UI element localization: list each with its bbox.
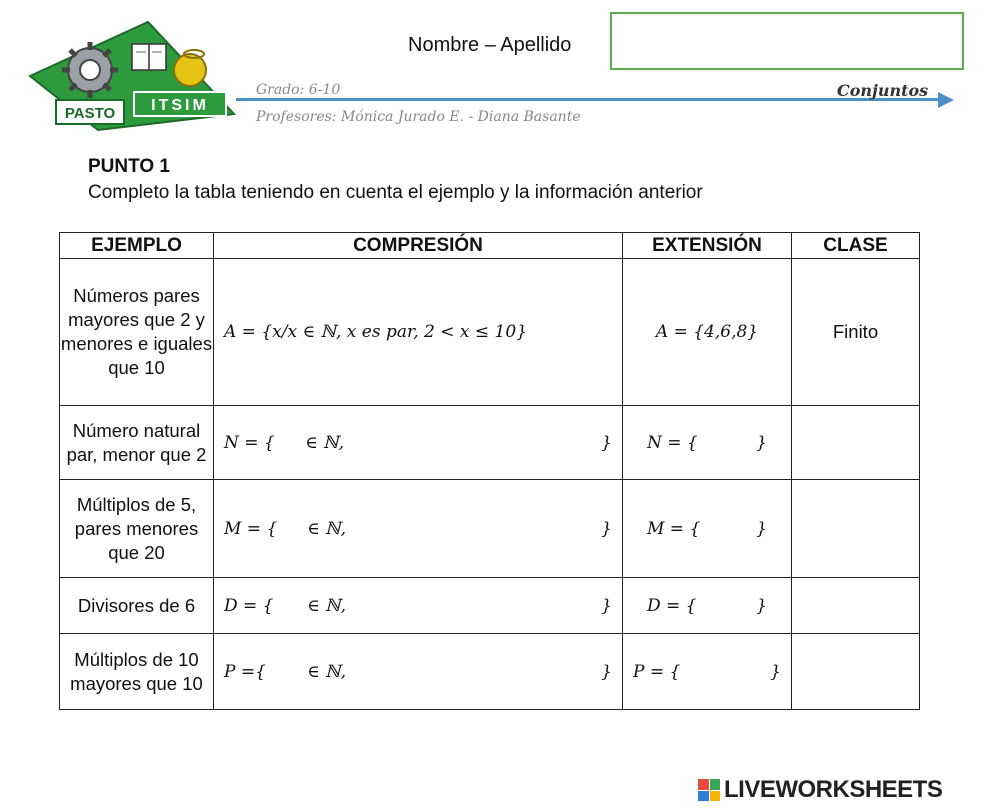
brand-name: LIVEWORKSHEETS (724, 776, 943, 803)
comp-belongs: ∈ ℕ, (307, 661, 346, 682)
cell-clase[interactable] (792, 480, 920, 578)
cell-compresion[interactable] (214, 406, 623, 480)
liveworksheets-brand[interactable] (698, 776, 942, 804)
comp-close: } (601, 661, 612, 682)
cell-clase[interactable] (792, 406, 920, 480)
cell-compresion[interactable] (214, 480, 623, 578)
ext-open: N = { (647, 432, 698, 453)
ext-open: M = { (647, 518, 701, 539)
table-row (60, 578, 920, 634)
comp-open: P ={ (224, 661, 266, 682)
grade-text: Grado: 6-10 (256, 82, 341, 98)
ext-expression: A = {4,6,8} (655, 322, 759, 342)
ext-close: } (756, 595, 767, 616)
ext-close: } (756, 518, 767, 539)
comp-open: N = { (224, 432, 275, 453)
cell-compresion (214, 259, 623, 406)
sets-table (59, 232, 920, 710)
cell-extension[interactable] (623, 406, 792, 480)
cell-clase[interactable] (792, 578, 920, 634)
header-ejemplo: EJEMPLO (60, 233, 214, 259)
cell-extension[interactable] (623, 634, 792, 710)
cell-compresion[interactable] (214, 578, 623, 634)
comp-close: } (601, 518, 612, 539)
arrow-right-icon (938, 92, 954, 108)
table-row (60, 634, 920, 710)
table-row (60, 406, 920, 480)
cell-clase[interactable] (792, 634, 920, 710)
header-compresion: COMPRESIÓN (214, 233, 623, 259)
comp-belongs: ∈ ℕ, (307, 595, 346, 616)
ext-open: P = { (633, 661, 681, 682)
header-clase: CLASE (792, 233, 920, 259)
cell-extension[interactable] (623, 578, 792, 634)
comp-belongs: ∈ ℕ, (307, 518, 346, 539)
comp-open: M = { (224, 518, 278, 539)
comp-close: } (601, 432, 612, 453)
table-header-row (60, 233, 920, 259)
table-row (60, 480, 920, 578)
table-row (60, 259, 920, 406)
cell-ejemplo: Divisores de 6 (60, 578, 214, 634)
comp-close: } (601, 595, 612, 616)
ext-open: D = { (647, 595, 697, 616)
ext-close: } (770, 661, 781, 682)
section-title: PUNTO 1 (88, 156, 171, 177)
cell-ejemplo: Número natural par, menor que 2 (60, 406, 214, 480)
liveworksheets-logo-icon (698, 779, 720, 801)
name-label: Nombre – Apellido (408, 34, 572, 56)
cell-clase: Finito (792, 259, 920, 406)
name-input[interactable] (610, 12, 964, 70)
section-instruction: Completo la tabla teniendo en cuenta el ejemplo y la información anterior (88, 182, 703, 203)
logo-text-pasto: PASTO (64, 105, 116, 122)
comp-open: D = { (224, 595, 274, 616)
cell-extension (623, 259, 792, 406)
ext-close: } (756, 432, 767, 453)
cell-extension[interactable] (623, 480, 792, 578)
topic-title: Conjuntos (837, 81, 929, 100)
cell-ejemplo: Números pares mayores que 2 y menores e iguales que 10 (60, 259, 214, 406)
cell-ejemplo: Múltiplos de 10 mayores que 10 (60, 634, 214, 710)
teachers-text: Profesores: Mónica Jurado E. - Diana Basante (256, 109, 581, 125)
cell-compresion[interactable] (214, 634, 623, 710)
comp-expression: A = {x/x ∈ ℕ, x es par, 2 < x ≤ 10} (224, 322, 528, 342)
cell-ejemplo: Múltiplos de 5, pares menores que 20 (60, 480, 214, 578)
logo-text-itsim: ITSIM (151, 97, 209, 114)
header-extension: EXTENSIÓN (623, 233, 792, 259)
comp-belongs: ∈ ℕ, (305, 432, 344, 453)
itsim-logo (28, 18, 238, 136)
